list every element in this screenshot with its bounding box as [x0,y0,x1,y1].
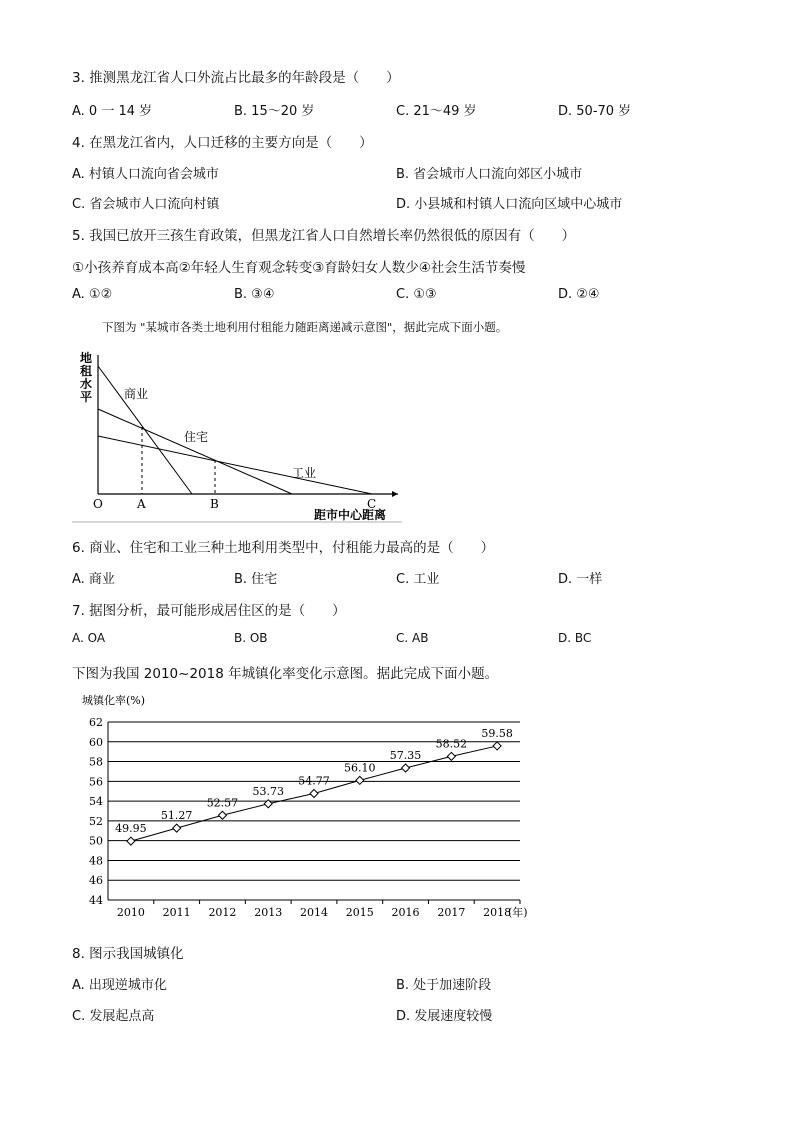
industry-label: 工业 [292,466,317,480]
rent-ylabel-char: 地 [80,351,93,365]
y-tick-label: 48 [89,854,103,868]
q3-option-b[interactable]: B. 15～20 岁 [234,104,315,119]
industry-line [98,436,372,494]
q6-option-a[interactable]: A. 商业 [72,572,115,587]
q4-option-c[interactable]: C. 省会城市人口流向村镇 [72,197,220,212]
x-tick-label: 2014 [300,906,328,919]
point-b-label: B [210,497,219,511]
rent-diagram-intro: 下图为 "某城市各类土地利用付租能力随距离递减示意图"，据此完成下面小题。 [102,320,508,334]
x-tick-label: 2015 [345,906,374,919]
data-value-label: 53.73 [252,784,284,798]
q5-option-b[interactable]: B. ③④ [234,287,275,302]
data-value-label: 51.27 [160,809,193,823]
x-tick-label: 2017 [437,906,466,919]
question-7-stem: 7. 据图分析，最可能形成居住区的是（ ） [72,603,346,619]
rent-xlabel: 距市中心距离 [314,508,387,522]
rent-ylabel-char: 水 [80,377,93,391]
data-value-label: 56.10 [344,761,376,775]
y-tick-label: 56 [89,775,103,789]
q8-option-d[interactable]: D. 发展速度较慢 [396,1009,493,1024]
y-tick-label: 54 [89,795,103,809]
y-tick-label: 60 [89,735,103,749]
question-3-stem: 3. 推测黑龙江省人口外流占比最多的年龄段是（ ） [72,70,400,86]
x-tick-label: 2012 [208,906,237,919]
y-tick-label: 50 [89,834,103,848]
y-tick-label: 44 [89,894,103,907]
y-tick-label: 46 [89,874,103,888]
q6-option-b[interactable]: B. 住宅 [234,572,278,587]
data-value-label: 59.58 [481,726,513,740]
question-5-choices: ①小孩养育成本高②年轻人生育观念转变③育龄妇女人数少④社会生活节奏慢 [72,260,526,276]
data-point-marker [493,742,501,750]
q7-option-c[interactable]: C. AB [396,631,429,645]
question-6-stem: 6. 商业、住宅和工业三种土地利用类型中，付租能力最高的是（ ） [72,540,495,556]
q5-option-c[interactable]: C. ①③ [396,287,437,302]
data-point-marker [218,811,226,819]
data-point-marker [173,824,181,832]
q4-option-a[interactable]: A. 村镇人口流向省会城市 [72,167,219,182]
y-tick-label: 52 [89,814,103,828]
q8-option-c[interactable]: C. 发展起点高 [72,1009,155,1024]
q8-option-b[interactable]: B. 处于加速阶段 [396,978,492,993]
x-tick-label: 2016 [391,906,420,919]
q3-option-a[interactable]: A. 0 一 14 岁 [72,104,153,119]
q4-option-d[interactable]: D. 小县城和村镇人口流向区域中心城市 [396,197,623,212]
q6-option-d[interactable]: D. 一样 [558,572,603,587]
urbanization-chart-intro: 下图为我国 2010~2018 年城镇化率变化示意图。据此完成下面小题。 [72,666,499,682]
q5-option-d[interactable]: D. ②④ [558,287,600,302]
rent-ylabel-char: 租 [80,364,93,378]
data-point-marker [127,837,135,845]
data-point-marker [356,776,364,784]
q8-option-a[interactable]: A. 出现逆城市化 [72,978,167,993]
residential-line [98,409,292,494]
x-tick-label: 2018 [483,906,512,919]
rent-ylabel-char: 平 [80,390,93,404]
point-a-label: A [137,497,146,511]
x-unit-label: (年) [508,906,528,919]
y-tick-label: 58 [89,755,103,769]
q7-option-b[interactable]: B. OB [234,631,268,645]
data-value-label: 49.95 [115,822,147,836]
y-tick-label: 62 [89,716,103,729]
data-point-marker [447,752,455,760]
question-4-stem: 4. 在黑龙江省内，人口迁移的主要方向是（ ） [72,135,373,151]
commerce-label: 商业 [124,387,149,401]
point-c-label: C [367,497,377,511]
urbanization-chart [76,690,536,922]
q7-option-d[interactable]: D. BC [558,631,592,645]
residential-label: 住宅 [184,430,209,444]
data-point-marker [310,789,318,797]
origin-label: O [93,497,103,511]
q3-option-c[interactable]: C. 21～49 岁 [396,104,477,119]
data-value-label: 52.57 [206,796,239,810]
data-value-label: 58.52 [435,737,468,751]
q7-option-a[interactable]: A. OA [72,631,106,645]
x-tick-label: 2010 [116,906,145,919]
q6-option-c[interactable]: C. 工业 [396,572,440,587]
q3-option-d[interactable]: D. 50-70 岁 [558,104,632,119]
question-8-stem: 8. 图示我国城镇化 [72,946,184,962]
q4-option-b[interactable]: B. 省会城市人口流向郊区小城市 [396,167,583,182]
q5-option-a[interactable]: A. ①② [72,287,113,302]
x-tick-label: 2013 [254,906,283,919]
data-value-label: 54.77 [298,774,330,788]
data-value-label: 57.35 [389,748,422,762]
x-tick-label: 2011 [162,906,191,919]
question-5-stem: 5. 我国已放开三孩生育政策，但黑龙江省人口自然增长率仍然很低的原因有（ ） [72,228,576,244]
rent-diagram [70,345,410,523]
rent-x-arrow [392,491,398,497]
chart-title: 城镇化率(%) [82,694,146,707]
data-point-marker [402,764,410,772]
